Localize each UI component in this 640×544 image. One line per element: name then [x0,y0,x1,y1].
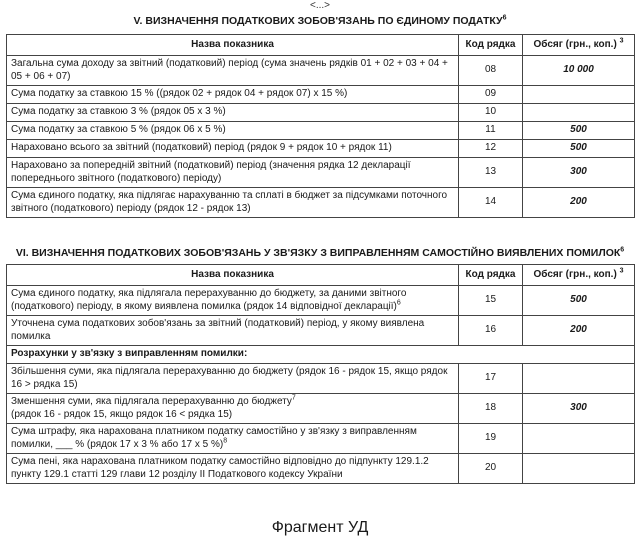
row-code: 08 [459,56,523,86]
column-header-amount: Обсяг (грн., коп.) $^3$ [523,35,635,56]
row-code: 15 [459,286,523,316]
table-row [7,424,635,454]
row-amount: 500 [523,122,635,140]
calculations-subheading: Розрахунки у зв'язку з виправленням помилки: [7,346,635,364]
section-6-table [6,264,635,484]
table-row [7,140,635,158]
row-name: Сума штрафу, яка нарахована платником податку самостійно у зв'язку з виправленням помилки, ___ % (рядок 17 х 3 % або 17 х 5 %)$^8$ [7,424,459,454]
row-amount: 10 000 [523,56,635,86]
row-code: 11 [459,122,523,140]
row-amount [523,424,635,454]
table-header-row [7,35,635,56]
omission-marker: <...> [309,0,330,11]
table-row [7,104,635,122]
section-6-title: VI. ВИЗНАЧЕННЯ ПОДАТКОВИХ ЗОБОВ'ЯЗАНЬ У ЗВ'ЯЗКУ З ВИПРАВЛЕННЯМ САМОСТІЙНО ВИЯВЛЕНИХ ПОМИЛОК$^6$ [15,246,625,259]
table-row [7,454,635,484]
table-row [7,122,635,140]
row-code: 12 [459,140,523,158]
fragment-caption: Фрагмент УД [271,519,369,536]
table-row [7,56,635,86]
row-name: Сума пені, яка нарахована платником податку самостійно відповідно до підпункту 129.1.2 пункту 129.1 статті 129 глави 12 розділу II Податкового кодексу України [7,454,459,484]
row-name: Сума єдиного податку, яка підлягала перерахуванню до бюджету, за даними звітного (податкового) періоду, в якому виявлена помилка (рядок 14 відповідної декларації)$^6$ [7,286,459,316]
row-name: Збільшення суми, яка підлягала перерахуванню до бюджету (рядок 16 - рядок 15, якщо рядок 16 > рядка 15) [7,364,459,394]
row-code: 20 [459,454,523,484]
table-header-row [7,265,635,286]
row-code: 18 [459,394,523,424]
section-5-table [6,34,635,218]
row-name: Сума єдиного податку, яка підлягає нарахуванню та сплаті в бюджет за підсумками поточного звітного (податкового) періоду (рядок 12 - рядок 13) [7,188,459,218]
row-amount: 300 [523,158,635,188]
row-name: Сума податку за ставкою 5 % (рядок 06 х 5 %) [7,122,459,140]
row-code: 09 [459,86,523,104]
row-name: Зменшення суми, яка підлягала перерахуванню до бюджету$^7$ (рядок 16 - рядок 15, якщо рядок 16 < рядка 15) [7,394,459,424]
table-row [7,394,635,424]
row-amount [523,364,635,394]
table-row [7,188,635,218]
subheading-row [7,346,635,364]
row-code: 16 [459,316,523,346]
column-header-code: Код рядка [459,265,523,286]
row-name: Сума податку за ставкою 3 % (рядок 05 х 3 %) [7,104,459,122]
column-header-name: Назва показника [7,35,459,56]
row-amount [523,454,635,484]
row-code: 17 [459,364,523,394]
row-amount [523,104,635,122]
section-6-footnote: 6 [620,246,625,254]
row-amount: 200 [523,188,635,218]
row-code: 13 [459,158,523,188]
table-row [7,364,635,394]
column-header-amount: Обсяг (грн., коп.) $^3$ [523,265,635,286]
table-row [7,158,635,188]
row-code: 14 [459,188,523,218]
row-name: Уточнена сума податкових зобов'язань за звітний (податковий) період, у якому виявлена помилка [7,316,459,346]
section-5-title: V. ВИЗНАЧЕННЯ ПОДАТКОВИХ ЗОБОВ'ЯЗАНЬ ПО ЄДИНОМУ ПОДАТКУ$^6$ [133,14,507,27]
table-row [7,286,635,316]
column-header-code: Код рядка [459,35,523,56]
row-name: Сума податку за ставкою 15 % ((рядок 02 + рядок 04 + рядок 07) х 15 %) [7,86,459,104]
table-row [7,316,635,346]
section-5-footnote: 6 [502,14,507,22]
row-amount: 500 [523,286,635,316]
row-amount: 300 [523,394,635,424]
row-code: 19 [459,424,523,454]
row-code: 10 [459,104,523,122]
row-name: Нараховано за попередній звітний (податковий) період (значення рядка 12 декларації попереднього звітного (податкового) періоду) [7,158,459,188]
column-header-name: Назва показника [7,265,459,286]
table-row [7,86,635,104]
row-amount: 200 [523,316,635,346]
row-name: Загальна сума доходу за звітний (податковий) період (сума значень рядків 01 + 02 + 03 + 04 + 05 + 06 + 07) [7,56,459,86]
row-name: Нараховано всього за звітний (податковий) період (рядок 9 + рядок 10 + рядок 11) [7,140,459,158]
row-amount: 500 [523,140,635,158]
row-amount [523,86,635,104]
